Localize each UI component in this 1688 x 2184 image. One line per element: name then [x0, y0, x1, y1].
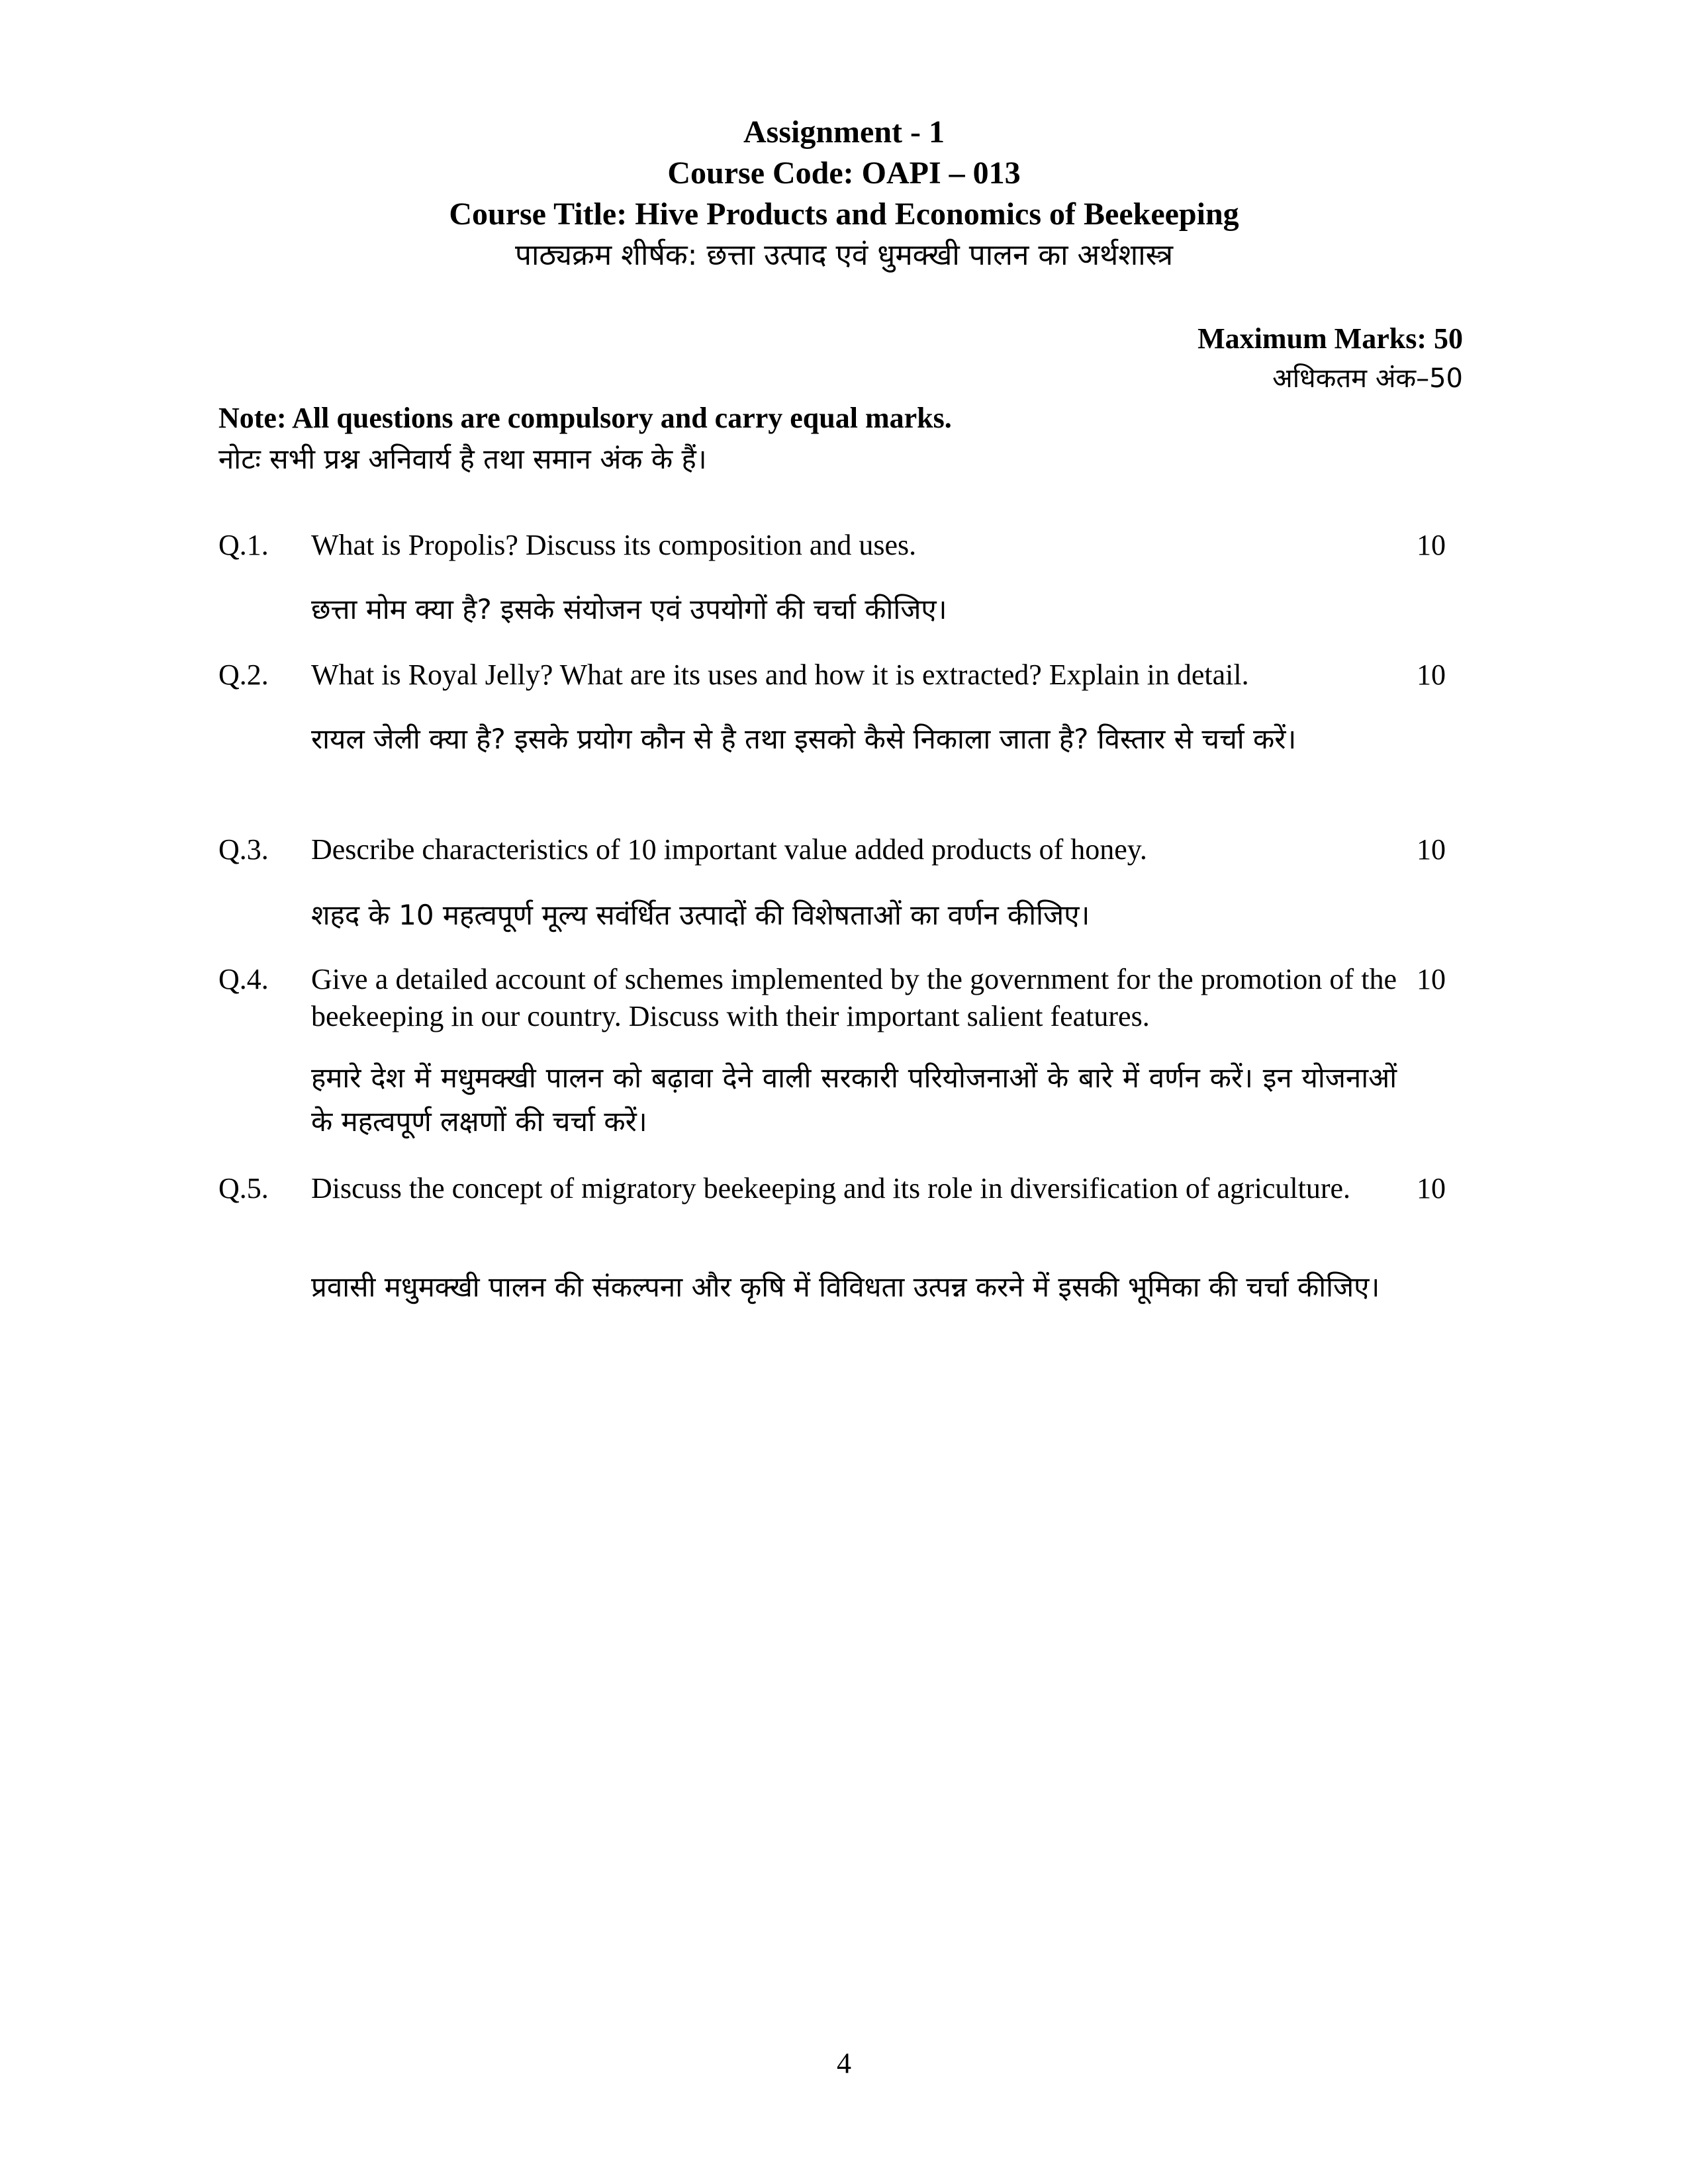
maximum-marks-hindi: अधिकतम अंक–50 — [1272, 363, 1463, 394]
course-code: Course Code: OAPI – 013 — [667, 156, 1021, 191]
question-text: What is Propolis? Discuss its composition and uses. — [311, 529, 917, 561]
question-marks: 10 — [1417, 963, 1446, 995]
course-title-hindi: पाठ्यक्रम शीर्षक: छत्ता उत्पाद एवं धुमक्खी पालन का अर्थशास्त्र — [514, 238, 1174, 272]
instructions-note: Note: All questions are compulsory and carry equal marks. — [218, 402, 952, 434]
question-number: Q.4. — [218, 963, 269, 995]
question-marks: 10 — [1417, 659, 1446, 691]
instructions-note-hindi: नोटः सभी प्रश्न अनिवार्य है तथा समान अंक के हैं। — [218, 443, 707, 475]
question-text: Describe characteristics of 10 important value added products of honey. — [311, 833, 1147, 866]
question-text: What is Royal Jelly? What are its uses and how it is extracted? Explain in detail. — [311, 659, 1249, 691]
page-number: 4 — [837, 2047, 851, 2079]
question-text-hindi: हमारे देश में मधुमक्खी पालन को बढ़ावा देने वाली सरकारी परियोजनाओं के बारे में वर्णन करें। इन योजनाओं के महत्वपूर्ण लक्षणों की चर्चा करें। — [311, 1062, 1397, 1138]
question-text-hindi: रायल जेली क्या है? इसके प्रयोग कौन से है तथा इसको कैसे निकाला जाता है? विस्तार से चर्चा करें। — [311, 723, 1297, 755]
question-number: Q.2. — [218, 659, 269, 691]
question-text-hindi: छत्ता मोम क्या है? इसके संयोजन एवं उपयोगों की चर्चा कीजिए। — [311, 593, 947, 625]
question-number: Q.1. — [218, 529, 269, 561]
question-text-hindi: प्रवासी मधुमक्खी पालन की संकल्पना और कृषि में विविधता उत्पन्न करने में इसकी भूमिका की चर्चा कीजिए। — [311, 1271, 1380, 1303]
question-text: Discuss the concept of migratory beekeeping and its role in diversification of agriculture. — [311, 1172, 1351, 1205]
question-marks: 10 — [1417, 529, 1446, 561]
maximum-marks: Maximum Marks: 50 — [1197, 322, 1463, 355]
assignment-heading: Assignment - 1 — [743, 114, 945, 150]
question-number: Q.5. — [218, 1172, 269, 1205]
question-text: Give a detailed account of schemes implemented by the government for the promotion of the beekeeping in our country. Discuss with their important salient features. — [311, 963, 1397, 1032]
question-marks: 10 — [1417, 833, 1446, 866]
question-marks: 10 — [1417, 1172, 1446, 1205]
course-title: Course Title: Hive Products and Economics of Beekeeping — [449, 197, 1239, 232]
question-number: Q.3. — [218, 833, 269, 866]
question-text-hindi: शहद के 10 महत्वपूर्ण मूल्य सवंर्धित उत्पादों की विशेषताओं का वर्णन कीजिए। — [311, 899, 1090, 931]
